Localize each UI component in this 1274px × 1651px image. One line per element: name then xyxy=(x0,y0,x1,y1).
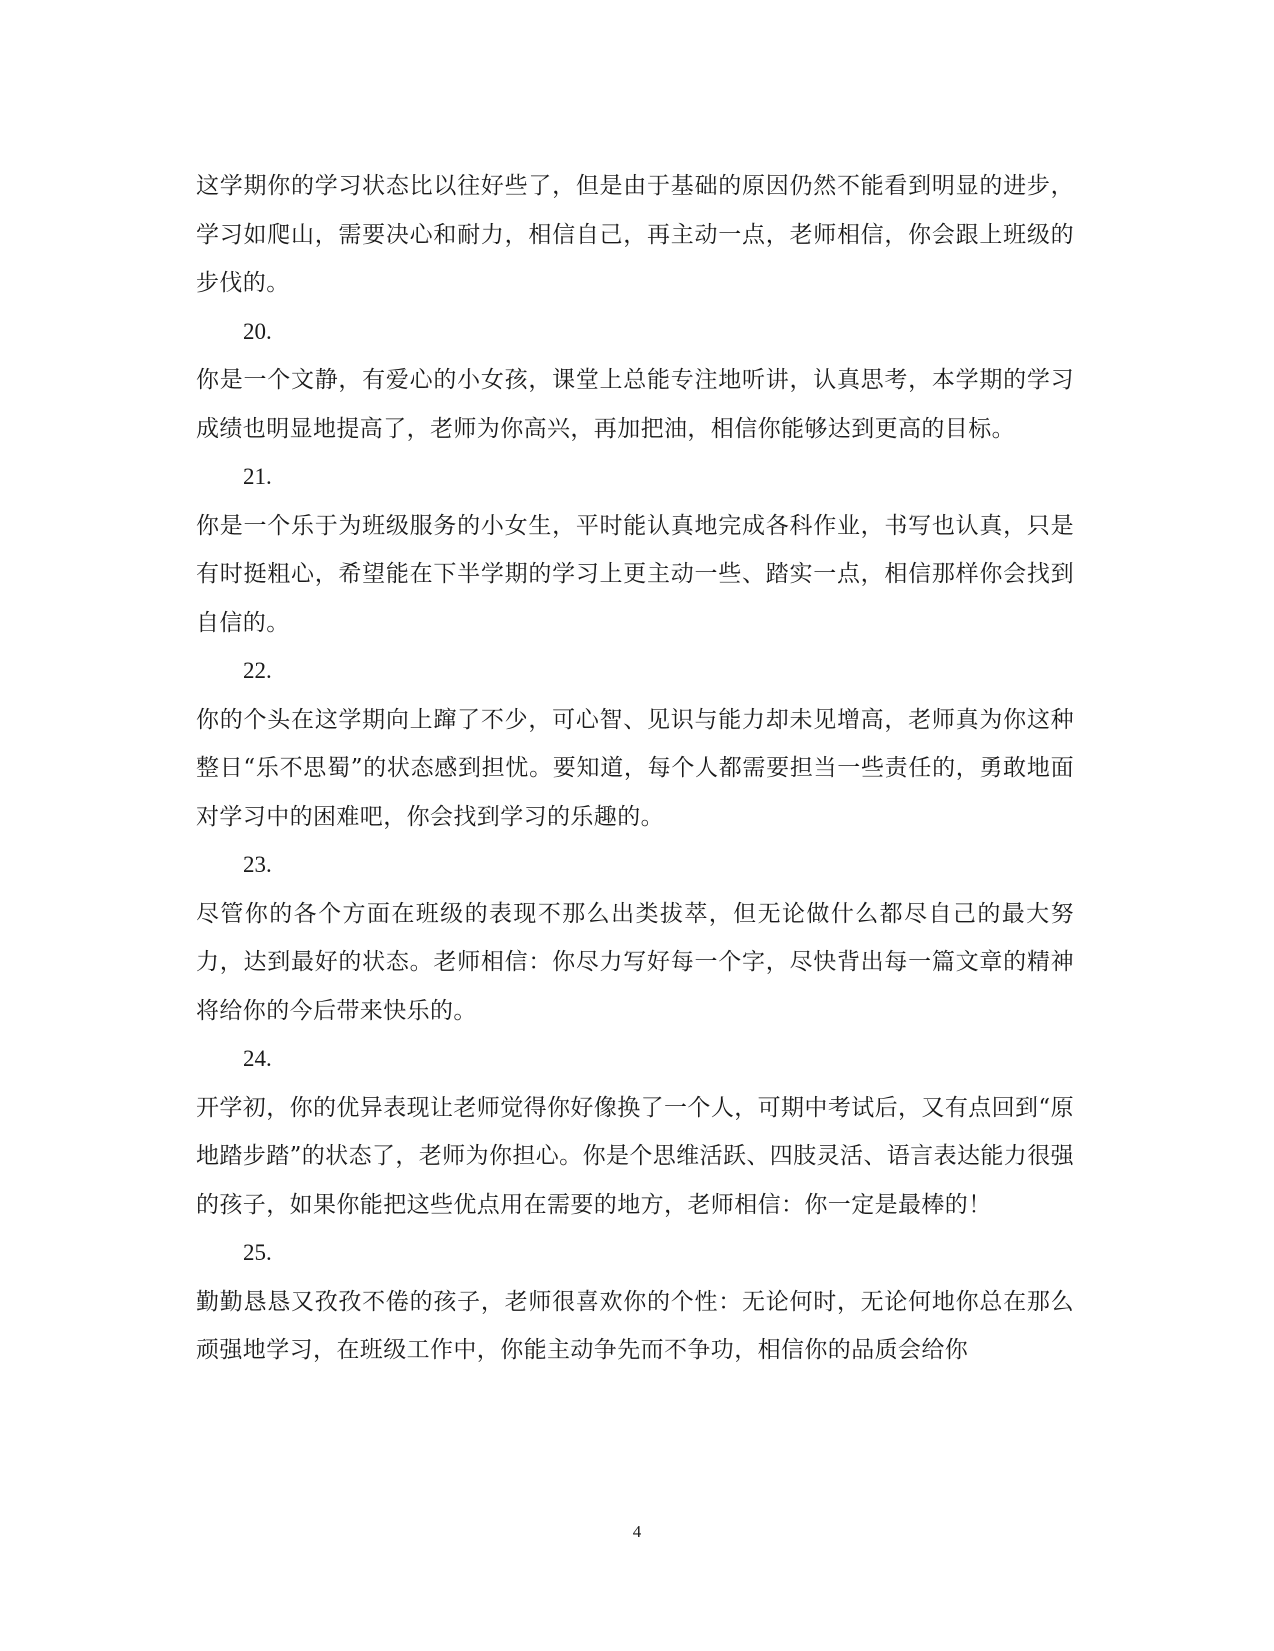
item-number: 25. xyxy=(243,1240,272,1265)
comment-paragraph: 你是一个乐于为班级服务的小女生，平时能认真地完成各科作业，书写也认真，只是有时挺粗心，希望能在下半学期的学习上更主动一些、踏实一点，相信那样你会找到自信的。 xyxy=(196,512,1074,636)
item-number: 22. xyxy=(243,658,272,683)
item-number: 21. xyxy=(243,464,272,489)
item-number: 23. xyxy=(243,852,272,877)
comment-paragraph: 你是一个文静，有爱心的小女孩，课堂上总能专注地听讲，认真思考，本学期的学习成绩也明显地提高了，老师为你高兴，再加把油，相信你能够达到更高的目标。 xyxy=(196,367,1074,442)
document-body xyxy=(196,162,1074,1375)
comment-paragraph: 尽管你的各个方面在班级的表现不那么出类拔萃，但无论做什么都尽自己的最大努力，达到最好的状态。老师相信：你尽力写好每一个字，尽快背出每一篇文章的精神将给你的今后带来快乐的。 xyxy=(196,900,1074,1024)
item-number: 24. xyxy=(243,1046,272,1071)
item-number: 20. xyxy=(243,318,272,344)
comment-paragraph: 这学期你的学习状态比以往好些了，但是由于基础的原因仍然不能看到明显的进步，学习如爬山，需要决心和耐力，相信自己，再主动一点，老师相信，你会跟上班级的步伐的。 xyxy=(196,173,1074,296)
comment-paragraph: 开学初，你的优异表现让老师觉得你好像换了一个人，可期中考试后，又有点回到“原地踏步踏”的状态了，老师为你担心。你是个思维活跃、四肢灵活、语言表达能力很强的孩子，如果你能把这些优点用在需要的地方，老师相信：你一定是最棒的！ xyxy=(196,1094,1074,1218)
comment-paragraph: 你的个头在这学期向上蹿了不少，可心智、见识与能力却未见增高，老师真为你这种整日“乐不思蜀”的状态感到担忧。要知道，每个人都需要担当一些责任的，勇敢地面对学习中的困难吧，你会找到学习的乐趣的。 xyxy=(196,706,1074,830)
comment-paragraph: 勤勤恳恳又孜孜不倦的孩子，老师很喜欢你的个性：无论何时，无论何地你总在那么顽强地学习，在班级工作中，你能主动争先而不争功，相信你的品质会给你 xyxy=(196,1288,1074,1363)
page-number: 4 xyxy=(632,1522,642,1541)
